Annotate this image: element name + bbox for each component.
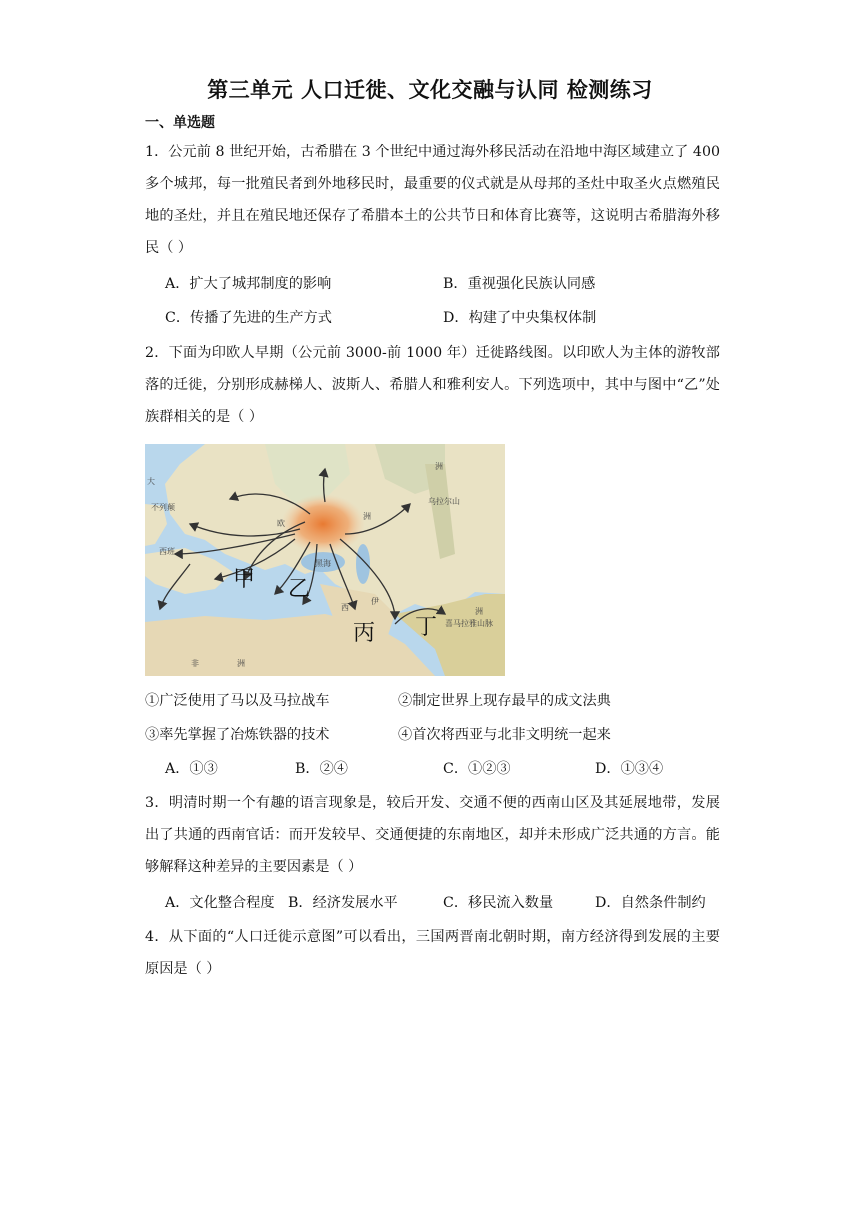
map-label-ding: 丁 bbox=[415, 615, 438, 640]
map-small-label: 乌拉尔山 bbox=[428, 497, 460, 506]
option-d[interactable]: D．①③④ bbox=[595, 761, 664, 777]
map-small-label: 黑海 bbox=[315, 559, 331, 568]
map-label-bing: 丙 bbox=[353, 621, 376, 646]
question-2-statements-row2 bbox=[0, 724, 860, 748]
option-d[interactable]: D．构建了中央集权体制 bbox=[443, 310, 597, 326]
option-a[interactable]: A．扩大了城邦制度的影响 bbox=[165, 276, 332, 292]
option-b[interactable]: B．重视强化民族认同感 bbox=[443, 276, 596, 292]
question-1-text: 1．公元前 8 世纪开始，古希腊在 3 个世纪中通过海外移民活动在沿地中海区域建立了 400 多个城邦，每一批殖民者到外地移民时，最重要的仪式就是从母邦的圣灶中取圣火点燃殖民地的圣灶，并且在殖民地还保存了希腊本土的公共节日和体育比赛等，这说明古希腊海外移民（ ） bbox=[145, 144, 720, 256]
map-small-label: 西班 bbox=[159, 547, 175, 556]
option-b[interactable]: B．经济发展水平 bbox=[288, 895, 398, 911]
map-label-yi: 乙 bbox=[288, 577, 311, 602]
section-heading: 一、单选题 bbox=[145, 115, 215, 131]
question-1-options-row2 bbox=[0, 307, 860, 331]
map-small-label: 欧 bbox=[277, 519, 285, 528]
statement-4: ④首次将西亚与北非文明统一起来 bbox=[398, 727, 611, 743]
question-4-text: 4．从下面的“人口迁徙示意图”可以看出，三国两晋南北朝时期，南方经济得到发展的主要原因是（ ） bbox=[145, 929, 720, 977]
page-title: 第三单元 人口迁徙、文化交融与认同 检测练习 bbox=[207, 78, 653, 102]
option-a[interactable]: A．文化整合程度 bbox=[165, 895, 275, 911]
question-2-statements-row1 bbox=[0, 690, 860, 714]
map-small-label: 西 bbox=[341, 603, 349, 612]
map-small-label: 非 bbox=[191, 659, 199, 668]
question-3-text: 3．明清时期一个有趣的语言现象是，较后开发、交通不便的西南山区及其延展地带，发展出了共通的西南官话：而开发较早、交通便捷的东南地区，却并未形成广泛共通的方言。能够解释这种差异的主要因素是（ ） bbox=[145, 795, 720, 875]
statement-2: ②制定世界上现存最早的成文法典 bbox=[398, 693, 611, 709]
question-2-text: 2．下面为印欧人早期（公元前 3000-前 1000 年）迁徙路线图。以印欧人为主体的游牧部落的迁徙，分别形成赫梯人、波斯人、希腊人和雅利安人。下列选项中，其中与图中“乙”处族群相关的是（ ） bbox=[145, 345, 720, 425]
map-small-label: 大 bbox=[147, 477, 155, 486]
question-2-options bbox=[0, 758, 860, 782]
map-small-label: 洲 bbox=[237, 659, 245, 668]
statement-3: ③率先掌握了冶炼铁器的技术 bbox=[145, 727, 330, 743]
option-c[interactable]: C．传播了先进的生产方式 bbox=[165, 310, 332, 326]
map-small-label: 洲 bbox=[475, 607, 483, 616]
statement-1: ①广泛使用了马以及马拉战车 bbox=[145, 693, 330, 709]
option-b[interactable]: B．②④ bbox=[295, 761, 348, 777]
map-small-label: 不列颠 bbox=[151, 503, 175, 512]
option-d[interactable]: D．自然条件制约 bbox=[595, 895, 706, 911]
option-a[interactable]: A．①③ bbox=[165, 761, 218, 777]
migration-map bbox=[145, 444, 505, 676]
map-small-label: 伊 bbox=[371, 597, 379, 606]
question-1-options bbox=[0, 273, 860, 297]
map-label-jia: 甲 bbox=[233, 567, 256, 592]
question-3-options bbox=[0, 892, 860, 916]
map-small-label: 喜马拉雅山脉 bbox=[445, 619, 493, 628]
map-small-label: 洲 bbox=[435, 462, 443, 471]
option-c[interactable]: C．移民流入数量 bbox=[443, 895, 554, 911]
option-c[interactable]: C．①②③ bbox=[443, 761, 511, 777]
map-small-label: 洲 bbox=[363, 512, 371, 521]
